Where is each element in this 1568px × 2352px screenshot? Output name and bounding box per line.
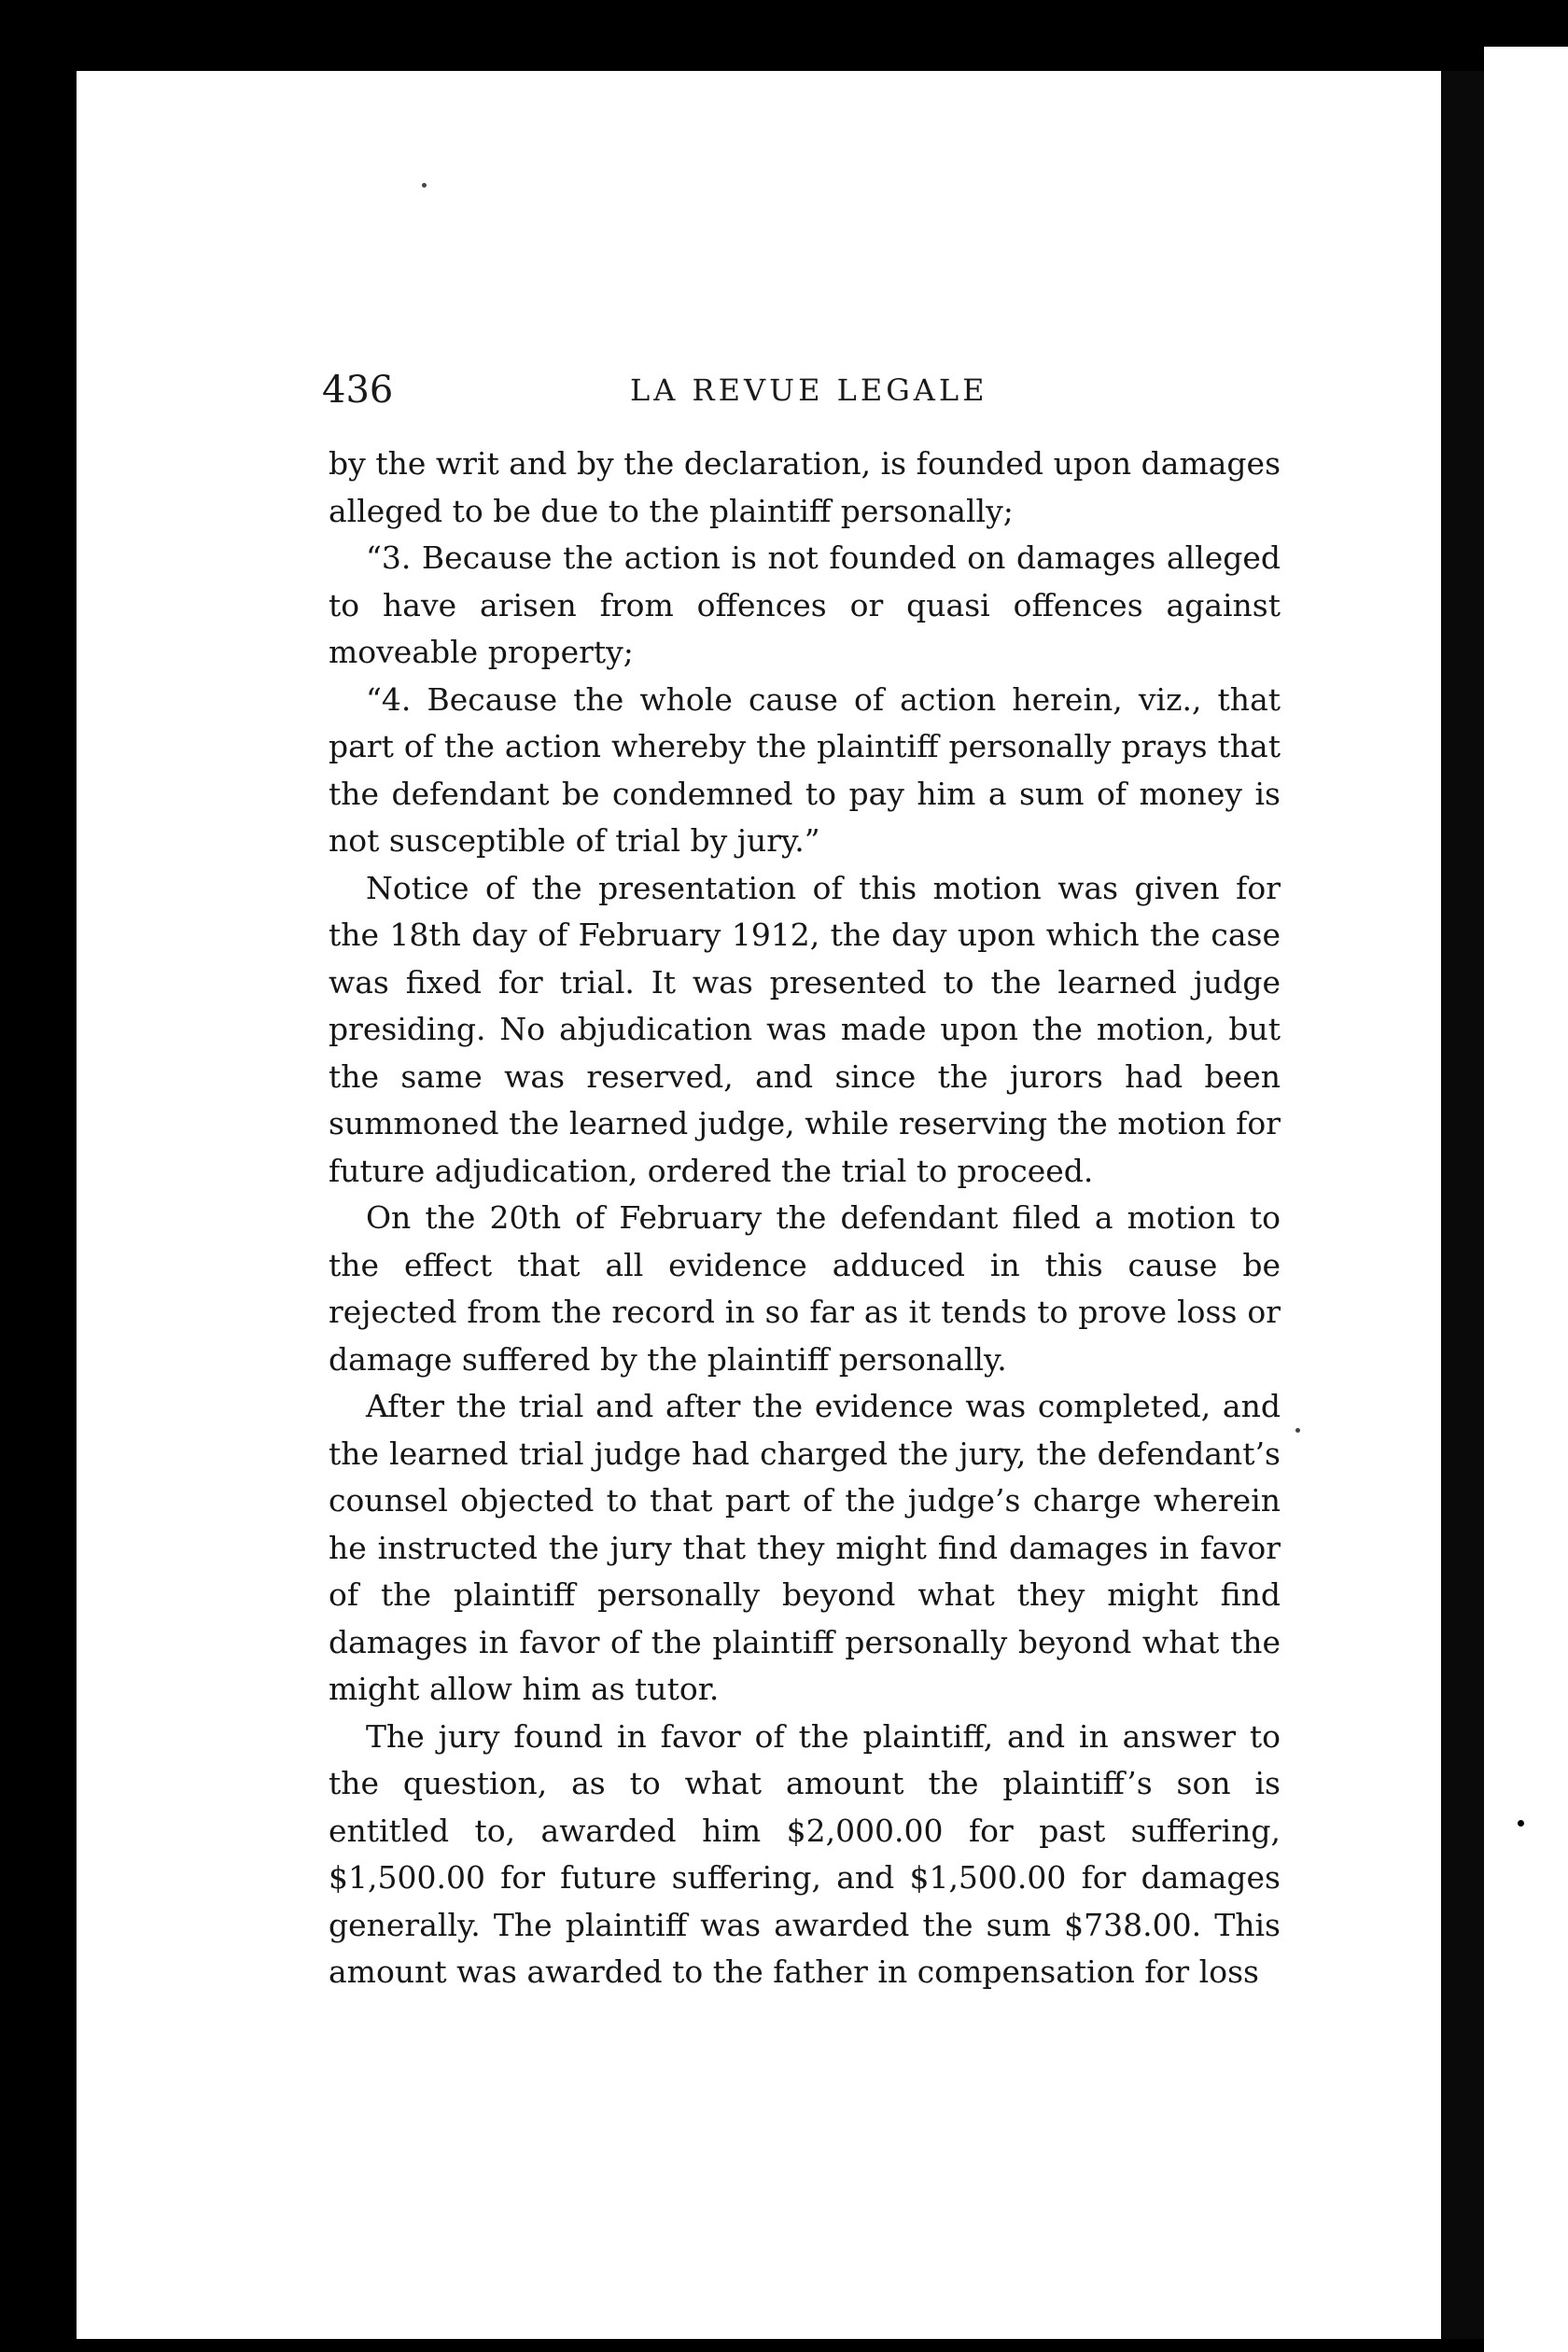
dust-speck — [1295, 1428, 1300, 1433]
book-spine-shadow — [1441, 71, 1484, 2339]
paragraph: “4. Because the whole cause of action herein, viz., that part of the action whereby the plaintiff personally prays that the defendant be condemned to pay him a sum of money is not susceptible of trial by jury.” — [329, 680, 1281, 859]
dust-speck — [1518, 1820, 1524, 1827]
paragraph: Notice of the presentation of this motion was given for the 18th day of February 1912, the day upon which the case was fixed for trial. It was presented to the learned judge presiding. No abjudication was made upon the motion, but the same was reserved, and since the jurors had been summoned the learned judge, while reserving the motion for future adjudication, ordered the trial to proceed. — [329, 869, 1281, 1189]
paragraph: After the trial and after the evidence was completed, and the learned trial judge had charged the jury, the defendant’s counsel objected to that part of the judge’s charge wherein he instructed the jury that they might find damages in favor of the plaintiff personally beyond what they might find damages in favor of the plaintiff personally beyond what the might allow him as tutor. — [329, 1388, 1281, 1707]
dust-speck — [422, 183, 427, 188]
paragraph: “3. Because the action is not founded on damages alleged to have arisen from offences or quasi offences against moveable property; — [329, 539, 1281, 670]
paragraph: The jury found in favor of the plaintiff, and in answer to the question, as to what amount the plaintiff’s son is entitled to, awarded him $2,000.00 for past suffering, $1,500.00 for future suffering, and $1,500.00 for damages generally. The plaintiff was awarded the sum $738.00. This amount was awarded to the father in compensation for loss — [329, 1717, 1281, 1990]
journal-title: LA REVUE LEGALE — [630, 372, 988, 408]
paragraph: On the 20th of February the defendant filed a motion to the effect that all evidence adduced in this cause be rejected from the record in so far as it tends to prove loss or damage suffered by the plaintiff personally. — [329, 1199, 1281, 1378]
body-text — [329, 441, 1281, 1996]
facing-page-edge — [1484, 47, 1568, 2352]
running-head — [322, 362, 1017, 418]
page-number: 436 — [322, 369, 394, 412]
paragraph: by the writ and by the declaration, is founded upon damages alleged to be due to the plaintiff personally; — [329, 445, 1281, 529]
